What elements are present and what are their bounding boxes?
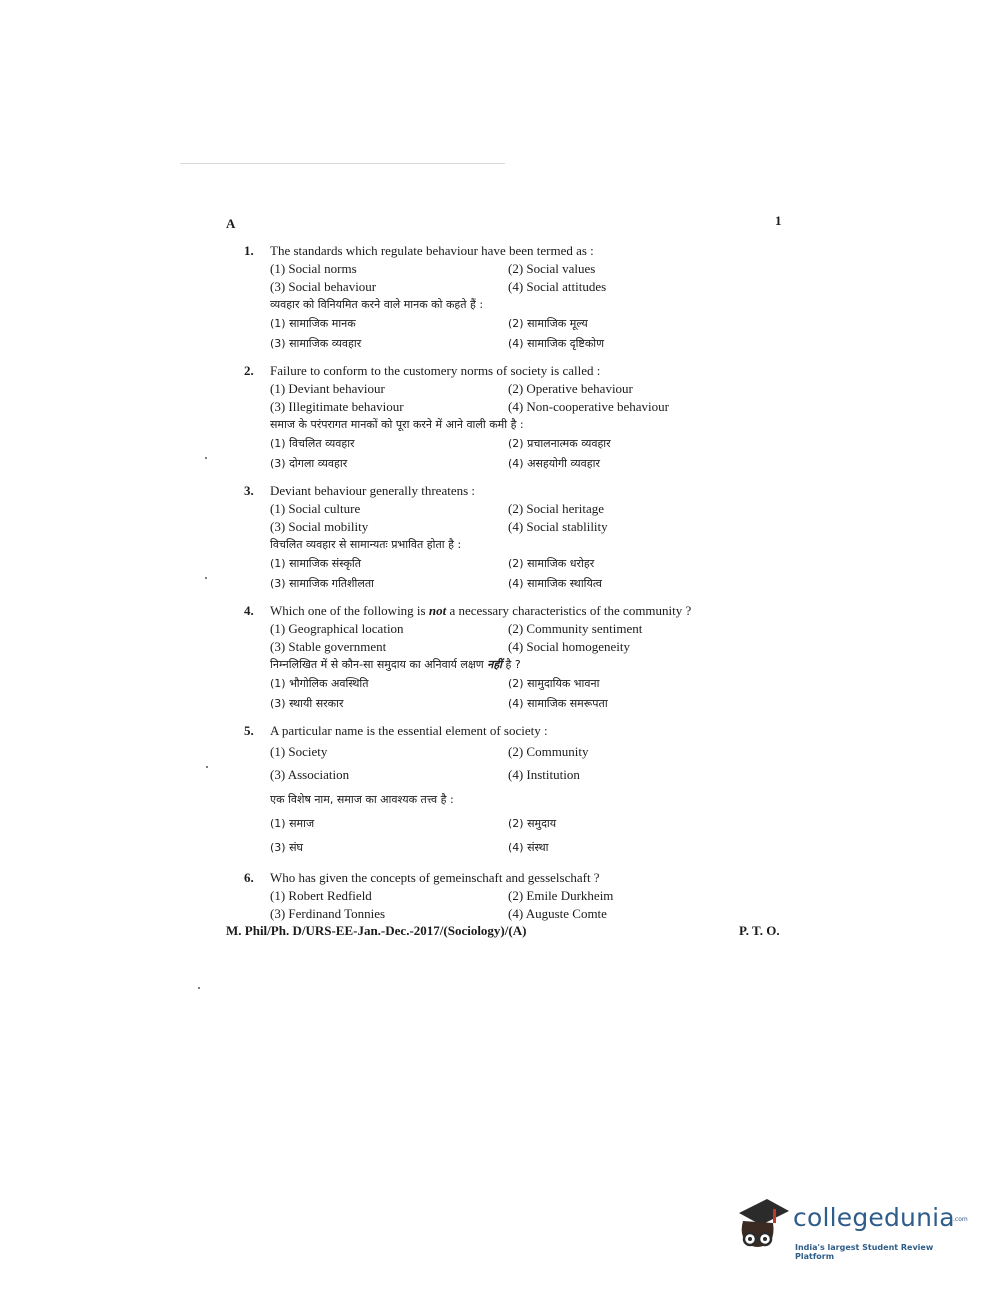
question-text: The standards which regulate behaviour have been termed as : [270, 243, 594, 258]
option: (2) Operative behaviour [508, 381, 633, 396]
header-rule [180, 163, 505, 164]
option-hindi: (4) संस्था [508, 841, 549, 854]
question-text: Failure to conform to the customery norms of society is called : [270, 363, 601, 378]
option: (3) Illegitimate behaviour [270, 398, 404, 414]
option-hindi: (1) विचलित व्यवहार [270, 437, 355, 450]
emphasis-not: not [428, 603, 447, 618]
paper-code: M. Phil/Ph. D/URS-EE-Jan.-Dec.-2017/(Sociology)/(A) [226, 923, 527, 938]
option: (4) Social homogeneity [508, 638, 631, 654]
scan-speck [206, 766, 208, 768]
option-hindi: (3) सामाजिक व्यवहार [270, 336, 362, 350]
options-hindi [270, 554, 764, 593]
options-hindi [270, 812, 764, 860]
question-text-part: है ? [502, 658, 521, 671]
collegedunia-logo [733, 1195, 968, 1265]
option-hindi: (2) समुदाय [508, 817, 557, 830]
options-hindi [270, 434, 764, 473]
brand-suffix: .com [953, 1216, 968, 1223]
option-hindi: (3) सामाजिक गतिशीलता [270, 576, 374, 590]
question-text-part: निम्नलिखित में से कौन-सा समुदाय का अनिवार्य लक्षण [270, 658, 488, 671]
question-number: 3. [244, 483, 254, 498]
option: (4) Social attitudes [508, 278, 607, 294]
scan-speck [205, 577, 207, 579]
option: (1) Social culture [270, 501, 361, 516]
options-english [270, 380, 764, 415]
option: (1) Robert Redfield [270, 888, 372, 903]
question-3 [244, 482, 764, 593]
option-hindi: (3) स्थायी सरकार [270, 696, 344, 710]
option-hindi: (2) सामुदायिक भावना [508, 677, 600, 690]
options-english [270, 620, 764, 655]
question-4 [244, 602, 764, 713]
question-text-hindi: व्यवहार को विनियमित करने वाले मानक को कहते हैं : [270, 298, 484, 311]
question-text-part: Which one of the following is [270, 603, 429, 618]
option-hindi: (1) समाज [270, 817, 315, 830]
question-2 [244, 362, 764, 473]
question-number: 6. [244, 870, 254, 885]
question-text-part: a necessary characteristics of the community ? [446, 603, 692, 618]
question-text: A particular name is the essential element of society : [270, 723, 548, 738]
question-number: 1. [244, 243, 254, 258]
option: (1) Geographical location [270, 621, 404, 636]
option-hindi: (1) भौगोलिक अवस्थिति [270, 677, 369, 690]
question-text: Who has given the concepts of gemeinschaft and gesselschaft ? [270, 870, 600, 885]
question-number: 4. [244, 603, 254, 618]
option: (3) Association [270, 767, 350, 782]
question-text-hindi: समाज के परंपरागत मानकों को पूरा करने में आने वाली कमी है : [270, 418, 524, 431]
options-english [270, 740, 764, 786]
options-english [270, 260, 764, 295]
question-1 [244, 242, 764, 353]
options-english [270, 887, 764, 922]
page-number: 1 [775, 213, 782, 228]
option: (3) Social behaviour [270, 278, 377, 294]
option-hindi: (3) दोगला व्यवहार [270, 456, 348, 470]
question-text-hindi: विचलित व्यवहार से सामान्यतः प्रभावित होता है : [270, 538, 462, 551]
options-english [270, 500, 764, 535]
option: (2) Community sentiment [508, 621, 643, 636]
options-hindi [270, 314, 764, 353]
mascot-graduation-cap-icon [733, 1195, 791, 1257]
option: (1) Deviant behaviour [270, 381, 385, 396]
scan-speck [198, 987, 200, 989]
emphasis-nahin: नहीं [487, 658, 503, 671]
option: (2) Emile Durkheim [508, 888, 614, 903]
option-hindi: (3) संघ [270, 841, 304, 854]
option: (3) Ferdinand Tonnies [270, 905, 386, 921]
option-hindi: (1) सामाजिक मानक [270, 317, 356, 330]
question-list [244, 242, 764, 931]
option: (4) Auguste Comte [508, 905, 607, 921]
option: (4) Social stablility [508, 518, 608, 534]
option-hindi: (2) सामाजिक मूल्य [508, 317, 588, 330]
options-hindi [270, 674, 764, 713]
option: (1) Society [270, 744, 328, 759]
scan-speck [205, 457, 207, 459]
question-number: 2. [244, 363, 254, 378]
option-hindi: (4) सामाजिक स्थायित्व [508, 576, 602, 590]
option: (1) Social norms [270, 261, 357, 276]
option: (3) Social mobility [270, 518, 369, 534]
option: (2) Community [508, 744, 589, 759]
option: (2) Social values [508, 261, 596, 276]
option-hindi: (2) सामाजिक धरोहर [508, 557, 595, 570]
option-hindi: (4) असहयोगी व्यवहार [508, 456, 600, 470]
option-hindi: (4) सामाजिक समरूपता [508, 696, 608, 710]
question-number: 5. [244, 723, 254, 738]
option: (4) Institution [508, 767, 580, 782]
set-code: A [226, 216, 236, 231]
question-text-hindi [270, 655, 764, 674]
question-text [270, 602, 764, 620]
option: (2) Social heritage [508, 501, 605, 516]
option: (3) Stable government [270, 638, 387, 654]
brand-name: collegedunia [793, 1203, 955, 1232]
option-hindi: (1) सामाजिक संस्कृति [270, 557, 362, 570]
question-6 [244, 869, 764, 922]
option-hindi: (4) सामाजिक दृष्टिकोण [508, 336, 605, 350]
brand-tagline: India's largest Student Review Platform [795, 1243, 934, 1261]
option-hindi: (2) प्रचालनात्मक व्यवहार [508, 437, 611, 450]
option: (4) Non-cooperative behaviour [508, 398, 669, 414]
question-text-hindi: एक विशेष नाम, समाज का आवश्यक तत्त्व है : [270, 793, 454, 806]
question-text: Deviant behaviour generally threatens : [270, 483, 476, 498]
pto-label: P. T. O. [739, 923, 780, 938]
question-5 [244, 722, 764, 860]
